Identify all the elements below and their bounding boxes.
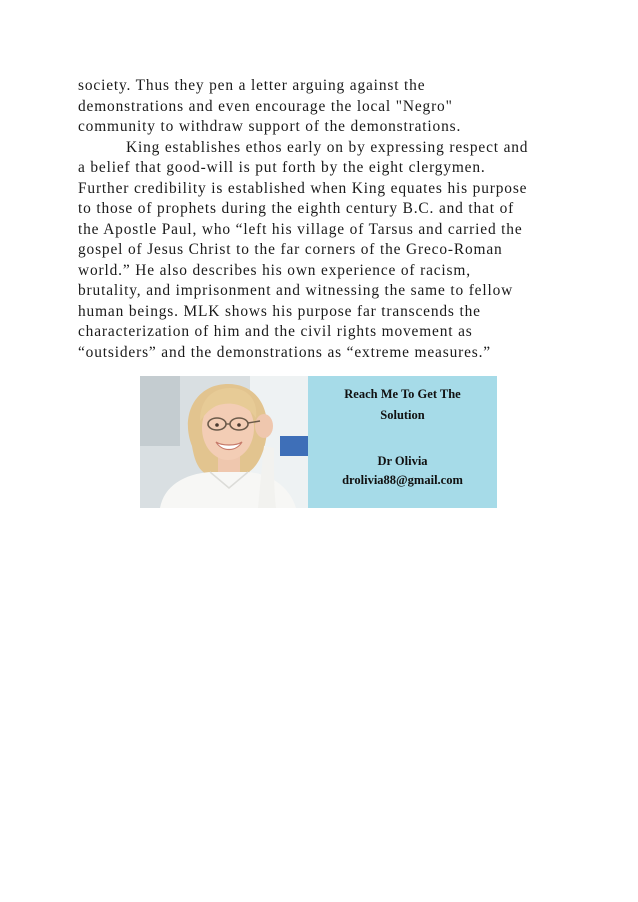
text-line: gospel of Jesus Christ to the far corners of the Greco-Roman xyxy=(78,241,503,258)
text-line: Further credibility is established when King equates his purpose xyxy=(78,179,528,197)
text-line: world.” He also describes his own experience of racism, xyxy=(78,261,471,279)
contact-email[interactable]: drolivia88@gmail.com xyxy=(342,473,463,487)
text-line: to those of prophets during the eighth century B.C. and that of xyxy=(78,200,515,217)
text-line: “outsiders” and the demonstrations as “extreme measures.” xyxy=(78,343,491,361)
text-line: a belief that good-will is put forth by the eight clergymen. xyxy=(78,159,486,176)
contact-banner xyxy=(140,376,497,508)
smiling-woman-photo xyxy=(140,376,308,508)
text-line: King establishes ethos early on by expressing respect and xyxy=(126,138,529,156)
text-line: characterization of him and the civil rights movement as xyxy=(78,323,473,340)
banner-title-line2: Solution xyxy=(380,408,425,422)
document-body-text xyxy=(78,76,568,363)
text-line: the Apostle Paul, who “left his village of Tarsus and carried the xyxy=(78,220,523,238)
woman-illustration xyxy=(140,376,308,508)
text-line: brutality, and imprisonment and witnessing the same to fellow xyxy=(78,282,514,299)
text-line: human beings. MLK shows his purpose far transcends the xyxy=(78,302,481,320)
text-line: community to withdraw support of the demonstrations. xyxy=(78,118,462,135)
banner-title-line1: Reach Me To Get The xyxy=(344,387,461,401)
text-line: society. Thus they pen a letter arguing against the xyxy=(78,77,426,94)
contact-name: Dr Olivia xyxy=(377,454,428,468)
contact-panel xyxy=(308,376,497,508)
text-line: demonstrations and even encourage the local "Negro" xyxy=(78,97,453,115)
